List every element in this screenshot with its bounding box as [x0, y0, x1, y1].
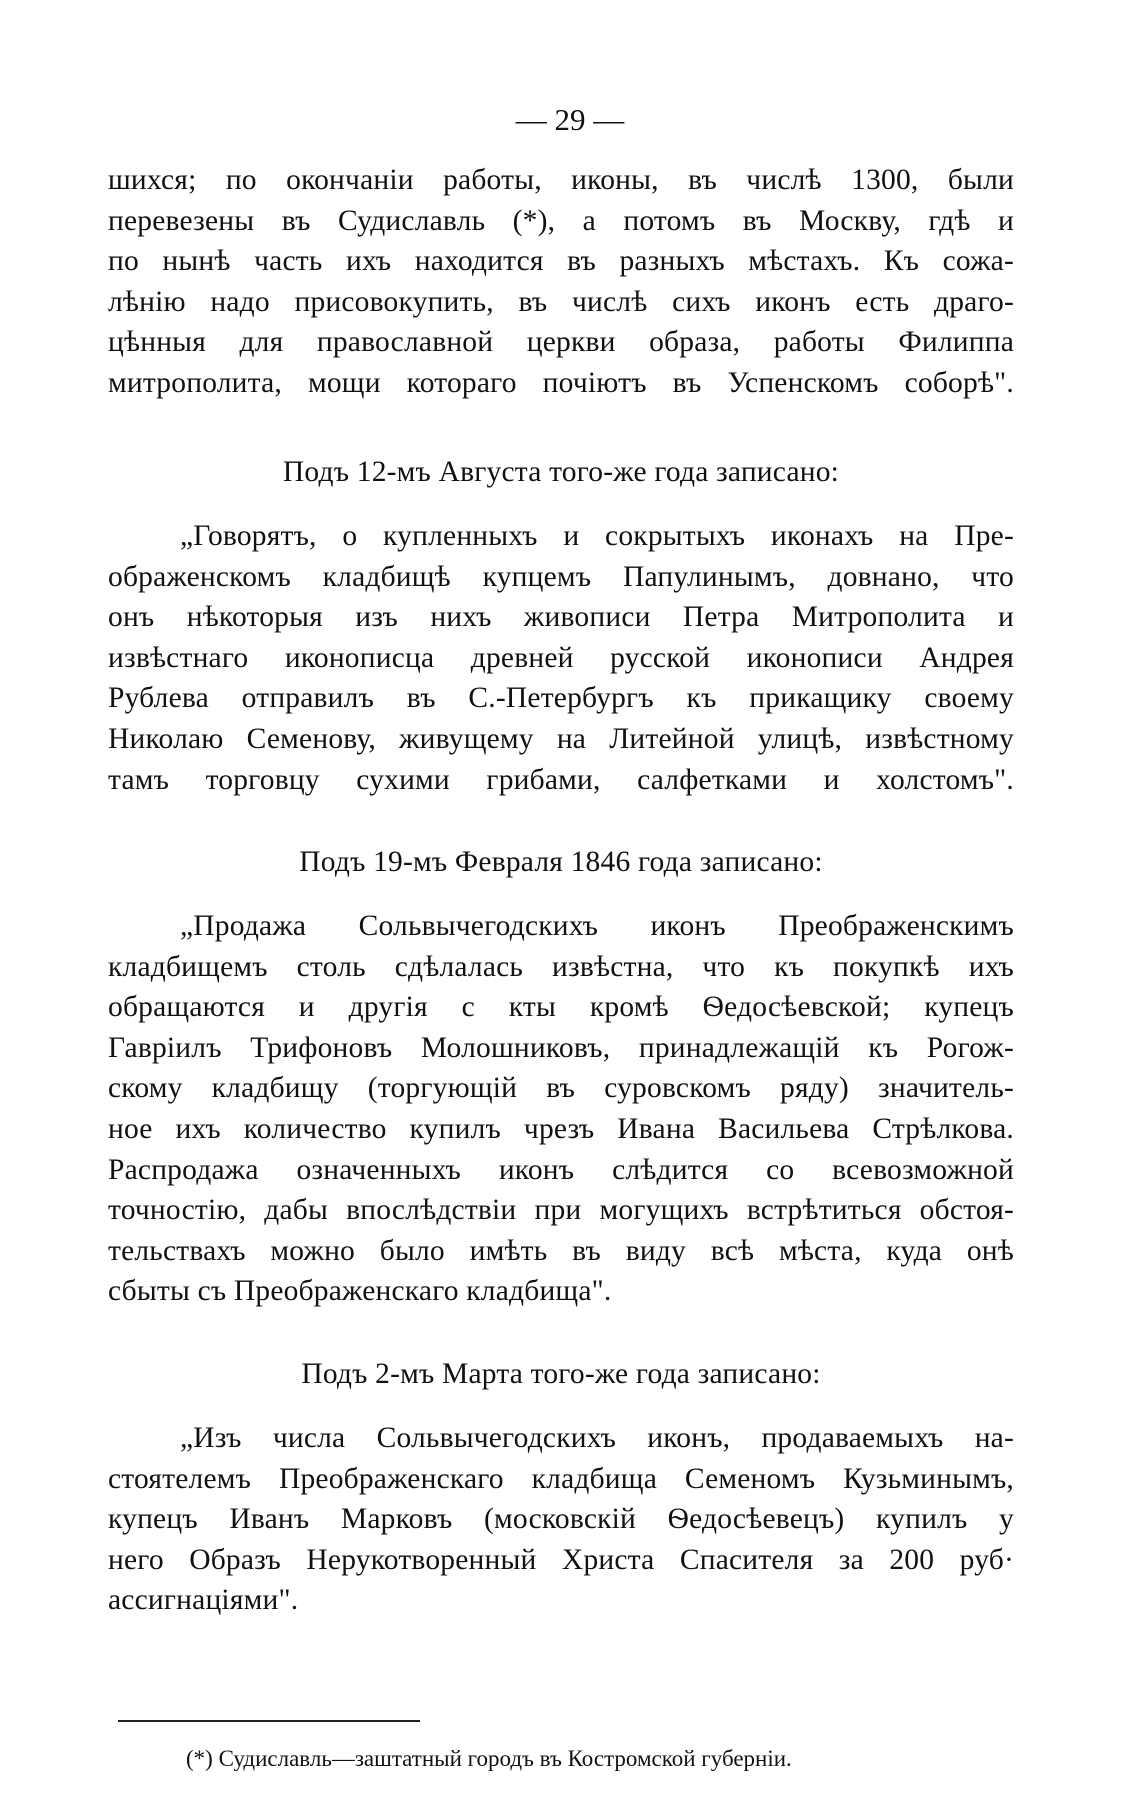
text-line: „Изъ числа Сольвычегодскихъ иконъ, продаваемыхъ на-	[180, 1422, 1014, 1454]
text-line: кладбищемъ столь сдѣлалась извѣстна, что къ покупкѣ ихъ	[108, 950, 1014, 983]
text-line: перевезены въ Судиславль (*), а потомъ въ Москву, гдѣ и	[108, 204, 1014, 237]
heading-text: Подъ 12-мъ Августа того-же года записано:	[282, 456, 840, 488]
text-line: Распродажа означенныхъ иконъ слѣдится со всевозможной	[108, 1153, 1014, 1186]
text-line: ное ихъ количество купилъ чрезъ Ивана Васильева Стрѣлкова.	[108, 1112, 1014, 1145]
entry-heading-2	[108, 842, 1014, 883]
text-line: ображенскомъ кладбищѣ купцемъ Папулинымъ, довнано, что	[108, 560, 1014, 593]
text-line: извѣстнаго иконописца древней русской иконописи Андрея	[108, 641, 1014, 674]
text-line: Рублева отправилъ въ С.-Петербургъ къ прикащику своему	[108, 682, 1014, 715]
entry-heading-1	[108, 452, 1014, 493]
text-line: Гаврiилъ Трифоновъ Молошниковъ, принадлежащiй къ Рогож-	[108, 1031, 1014, 1064]
footnote-divider	[118, 1720, 420, 1722]
text-line: тельствахъ можно было имѣть въ виду всѣ мѣста, куда онѣ	[108, 1234, 1014, 1267]
heading-text: Подъ 2-мъ Марта того-же года записано:	[301, 1358, 821, 1390]
text-line: цѣнныя для православной церкви образа, работы Филиппа	[108, 326, 1014, 359]
text-line: точностiю, дабы впослѣдствiи при могущихъ встрѣтиться обстоя-	[108, 1194, 1014, 1227]
text-line: скому кладбищу (торгующiй въ суровскомъ ряду) значитель-	[108, 1072, 1014, 1105]
text-line: онъ нѣкоторыя изъ нихъ живописи Петра Митрополита и	[108, 601, 1014, 634]
heading-text: Подъ 19-мъ Февраля 1846 года записано:	[299, 846, 823, 878]
paragraph-1	[108, 160, 1014, 404]
paragraph-4	[108, 1418, 1014, 1621]
text-line: шихся; по окончанiи работы, иконы, въ числѣ 1300, были	[108, 164, 1014, 196]
text-line: Николаю Семенову, живущему на Литейной улицѣ, извѣстному	[108, 722, 1014, 755]
text-line: „Продажа Сольвычегодскихъ иконъ Преображенскимъ	[180, 910, 1014, 942]
paragraph-2	[108, 516, 1014, 800]
text-line: обращаются и другiя с кты кромѣ Ѳедосѣевской; купецъ	[108, 991, 1014, 1024]
text-line: сбыты съ Преображенскаго кладбища".	[108, 1275, 612, 1308]
page-number: — 29 —	[515, 102, 625, 137]
footnote: (*) Судиславль—заштатный городъ въ Костромской губернiи.	[186, 1746, 792, 1771]
text-line: него Образъ Нерукотворенный Христа Спасителя за 200 руб·	[108, 1543, 1014, 1576]
text-line: лѣнiю надо присовокупить, въ числѣ сихъ иконъ есть драго-	[108, 285, 1014, 318]
text-line: по нынѣ часть ихъ находится въ разныхъ мѣстахъ. Къ сожа-	[108, 245, 1014, 278]
text-line: митрополита, мощи котораго почiютъ въ Успенскомъ соборѣ".	[108, 366, 1014, 399]
entry-heading-3	[108, 1354, 1014, 1395]
text-line: ассигнацiями".	[108, 1584, 299, 1617]
paragraph-3	[108, 906, 1014, 1312]
text-line: „Говорятъ, о купленныхъ и сокрытыхъ иконахъ на Пре-	[180, 520, 1014, 552]
text-line: стоятелемъ Преображенскаго кладбища Семеномъ Кузьминымъ,	[108, 1462, 1014, 1495]
text-line: купецъ Иванъ Марковъ (московскiй Ѳедосѣевецъ) купилъ у	[108, 1503, 1014, 1536]
text-line: тамъ торговцу сухими грибами, салфетками и холстомъ".	[108, 763, 1014, 796]
